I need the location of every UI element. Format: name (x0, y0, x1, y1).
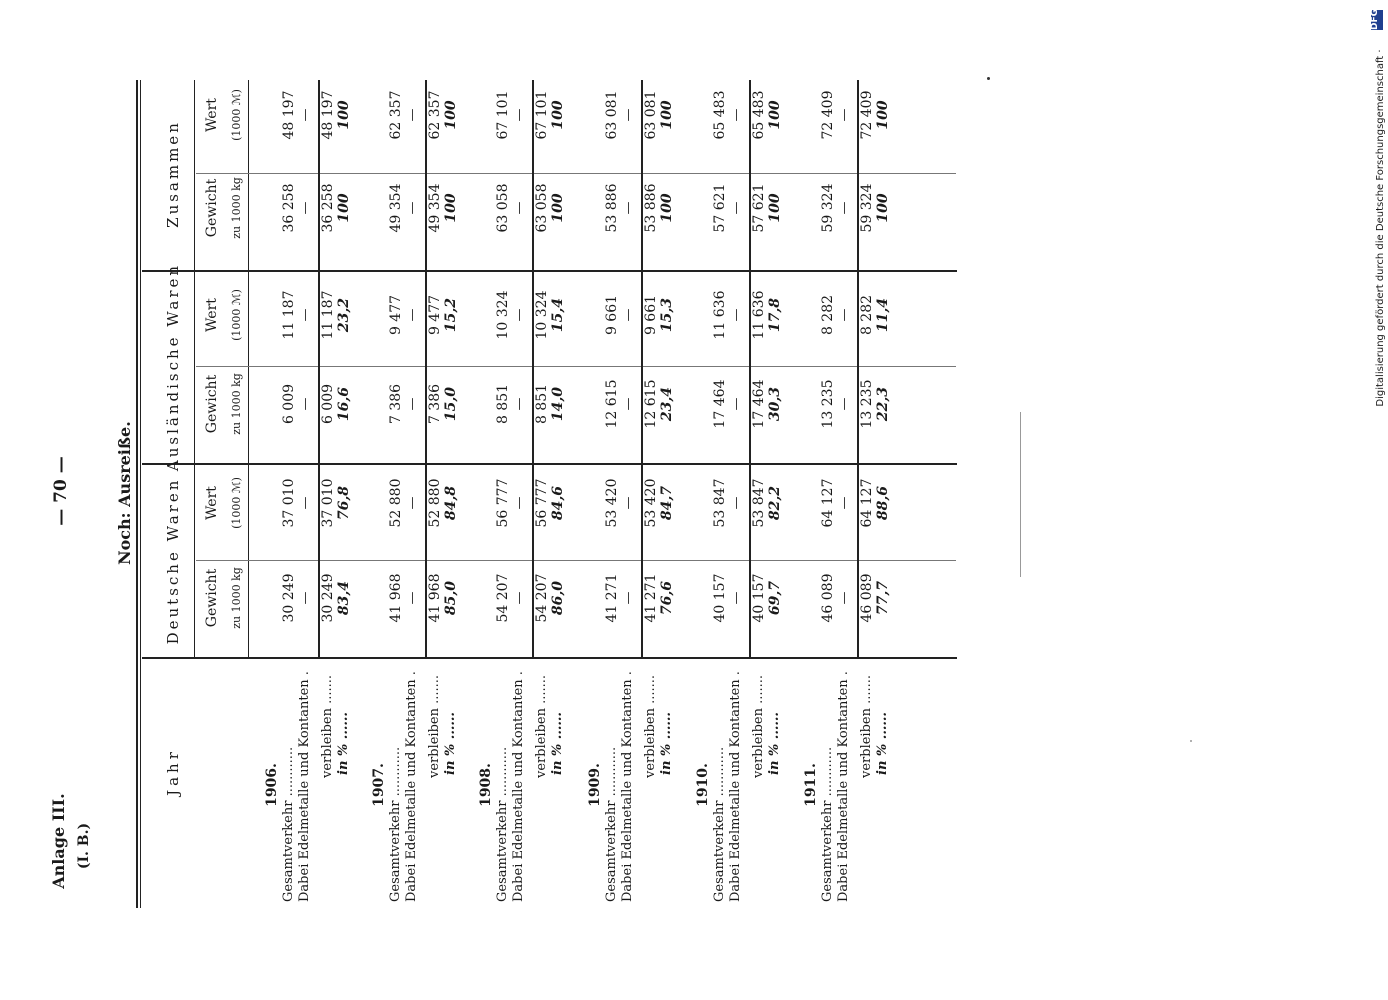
cell-percent: 88,6 (875, 485, 891, 521)
row-divider (425, 80, 427, 658)
cell-percent: 100 (875, 193, 891, 223)
subheader-gewicht-unit: zu 1000 kg (230, 177, 243, 239)
row-label-verbleiben: verbleiben ....... (427, 674, 442, 778)
cell-percent: 76,6 (659, 580, 675, 616)
cell-verbleiben: 13 235 (859, 379, 875, 429)
cell-gesamtverkehr: 72 409 (820, 90, 836, 140)
subcol-line-2 (196, 366, 956, 367)
cell-gesamtverkehr: 11 636 (712, 290, 728, 340)
cell-percent: 100 (550, 193, 566, 223)
cell-verbleiben: 49 354 (427, 183, 443, 233)
cell-gesamtverkehr: 57 621 (712, 183, 728, 233)
cell-percent: 100 (767, 100, 783, 130)
header-auslaendische-waren: Ausländische Waren (164, 262, 182, 472)
cell-gesamtverkehr: 8 282 (820, 294, 836, 336)
cell-verbleiben: 53 420 (643, 478, 659, 528)
cell-percent: 69,7 (767, 580, 783, 616)
subheader-gewicht: Gewicht (204, 178, 220, 238)
row-label-gesamtverkehr: Gesamtverkehr ............ (712, 746, 727, 902)
cell-edelmetalle-dash: — (512, 591, 527, 605)
cell-gesamtverkehr: 9 661 (604, 294, 620, 336)
header-deutsche-waren: Deutsche Waren (164, 477, 182, 645)
cell-percent: 17,8 (767, 297, 783, 333)
row-label-in-percent: in % ...... (443, 712, 458, 775)
cell-edelmetalle-dash: — (405, 108, 420, 122)
subheader-wert: Wert (204, 298, 220, 332)
cell-gesamtverkehr: 53 886 (604, 183, 620, 233)
cell-percent: 15,3 (659, 297, 675, 333)
subcol-line-3 (196, 560, 956, 561)
cell-percent: 30,3 (767, 386, 783, 422)
year-label: 1906. (264, 763, 280, 807)
cell-gesamtverkehr: 63 058 (495, 183, 511, 233)
cell-edelmetalle-dash: — (837, 108, 852, 122)
cell-edelmetalle-dash: — (729, 108, 744, 122)
row-divider (641, 80, 643, 658)
cell-verbleiben: 41 968 (427, 573, 443, 623)
row-label-in-percent: in % ...... (875, 712, 890, 775)
row-label-in-percent: in % ...... (659, 712, 674, 775)
row-label-gesamtverkehr: Gesamtverkehr ............ (281, 746, 296, 902)
cell-verbleiben: 17 464 (751, 379, 767, 429)
cell-verbleiben: 52 880 (427, 478, 443, 528)
cell-edelmetalle-dash: — (837, 397, 852, 411)
cell-verbleiben: 63 058 (534, 183, 550, 233)
cell-verbleiben: 11 187 (320, 290, 336, 340)
cell-edelmetalle-dash: — (512, 108, 527, 122)
cell-percent: 11,4 (875, 297, 891, 333)
cell-percent: 14,0 (550, 386, 566, 422)
cell-gesamtverkehr: 40 157 (712, 573, 728, 623)
cell-edelmetalle-dash: — (298, 397, 313, 411)
cell-edelmetalle-dash: — (405, 308, 420, 322)
cell-gesamtverkehr: 46 089 (820, 573, 836, 623)
cell-gesamtverkehr: 48 197 (281, 90, 297, 140)
cell-percent: 85,0 (443, 580, 459, 616)
year-label: 1909. (587, 763, 603, 807)
table-outer-line (136, 80, 138, 908)
cell-percent: 84,6 (550, 485, 566, 521)
cell-percent: 76,8 (336, 485, 352, 521)
cell-edelmetalle-dash: — (405, 496, 420, 510)
cell-percent: 23,4 (659, 386, 675, 422)
cell-verbleiben: 53 847 (751, 478, 767, 528)
cell-gesamtverkehr: 49 354 (388, 183, 404, 233)
cell-percent: 100 (875, 100, 891, 130)
cell-gesamtverkehr: 36 258 (281, 183, 297, 233)
cell-verbleiben: 11 636 (751, 290, 767, 340)
cell-gesamtverkehr: 54 207 (495, 573, 511, 623)
cell-gesamtverkehr: 7 386 (388, 383, 404, 425)
cell-percent: 77,7 (875, 580, 891, 616)
row-label-in-percent: in % ...... (767, 712, 782, 775)
cell-edelmetalle-dash: — (729, 496, 744, 510)
cell-gesamtverkehr: 65 483 (712, 90, 728, 140)
row-label-edelmetalle: Dabei Edelmetalle und Kontanten . (297, 671, 312, 902)
subheader-gewicht-unit: zu 1000 kg (230, 567, 243, 629)
cell-gesamtverkehr: 53 847 (712, 478, 728, 528)
cell-edelmetalle-dash: — (298, 308, 313, 322)
row-label-gesamtverkehr: Gesamtverkehr ............ (820, 746, 835, 902)
row-label-in-percent: in % ...... (550, 712, 565, 775)
cell-gesamtverkehr: 11 187 (281, 290, 297, 340)
row-label-in-percent: in % ...... (336, 712, 351, 775)
cell-edelmetalle-dash: — (621, 397, 636, 411)
year-label: 1910. (695, 763, 711, 807)
cell-verbleiben: 8 282 (859, 294, 875, 336)
cell-percent: 100 (659, 100, 675, 130)
subcol-line-1 (196, 173, 956, 174)
row-label-gesamtverkehr: Gesamtverkehr ............ (604, 746, 619, 902)
cell-verbleiben: 57 621 (751, 183, 767, 233)
row-label-verbleiben: verbleiben ....... (534, 674, 549, 778)
cell-gesamtverkehr: 8 851 (495, 383, 511, 425)
cell-verbleiben: 36 258 (320, 183, 336, 233)
row-label-verbleiben: verbleiben ....... (859, 674, 874, 778)
cell-verbleiben: 56 777 (534, 478, 550, 528)
cell-verbleiben: 9 661 (643, 294, 659, 336)
cell-edelmetalle-dash: — (298, 108, 313, 122)
cell-percent: 23,2 (336, 297, 352, 333)
cell-percent: 16,6 (336, 386, 352, 422)
cell-percent: 100 (336, 193, 352, 223)
cell-percent: 100 (336, 100, 352, 130)
cell-verbleiben: 6 009 (320, 383, 336, 425)
cell-verbleiben: 9 477 (427, 294, 443, 336)
cell-percent: 84,8 (443, 485, 459, 521)
cell-edelmetalle-dash: — (729, 201, 744, 215)
cell-edelmetalle-dash: — (729, 308, 744, 322)
cell-gesamtverkehr: 10 324 (495, 290, 511, 340)
cell-edelmetalle-dash: — (621, 201, 636, 215)
cell-edelmetalle-dash: — (512, 496, 527, 510)
cell-verbleiben: 40 157 (751, 573, 767, 623)
row-label-edelmetalle: Dabei Edelmetalle und Kontanten . (620, 671, 635, 902)
cell-gesamtverkehr: 64 127 (820, 478, 836, 528)
row-label-verbleiben: verbleiben ....... (643, 674, 658, 778)
cell-verbleiben: 64 127 (859, 478, 875, 528)
year-label: 1907. (371, 763, 387, 807)
cell-gesamtverkehr: 59 324 (820, 183, 836, 233)
row-label-gesamtverkehr: Gesamtverkehr ............ (388, 746, 403, 902)
cell-edelmetalle-dash: — (512, 308, 527, 322)
cell-verbleiben: 10 324 (534, 290, 550, 340)
cell-percent: 15,2 (443, 297, 459, 333)
cell-verbleiben: 54 207 (534, 573, 550, 623)
header-zusammen: Zusammen (164, 120, 182, 228)
cell-percent: 84,7 (659, 485, 675, 521)
group-separator-2 (142, 463, 957, 465)
cell-edelmetalle-dash: — (837, 201, 852, 215)
cell-gesamtverkehr: 6 009 (281, 383, 297, 425)
subheader-wert: Wert (204, 486, 220, 520)
digitization-watermark: Digitalisierung gefördert durch die Deutsche Forschungsgemeinschaft · (1375, 49, 1386, 407)
subheader-gewicht: Gewicht (204, 568, 220, 628)
cell-gesamtverkehr: 41 968 (388, 573, 404, 623)
cell-percent: 82,2 (767, 485, 783, 521)
cell-edelmetalle-dash: — (837, 308, 852, 322)
cell-verbleiben: 7 386 (427, 383, 443, 425)
cell-edelmetalle-dash: — (405, 591, 420, 605)
row-label-edelmetalle: Dabei Edelmetalle und Kontanten . (511, 671, 526, 902)
subheader-wert-unit: (1000 ℳ) (230, 89, 243, 141)
row-divider (318, 80, 320, 658)
cell-edelmetalle-dash: — (298, 591, 313, 605)
table-outer-line-inner (140, 80, 141, 908)
row-label-verbleiben: verbleiben ....... (751, 674, 766, 778)
subheader-wert-unit: (1000 ℳ) (230, 477, 243, 529)
subheader-wert-unit: (1000 ℳ) (230, 289, 243, 341)
cell-edelmetalle-dash: — (621, 591, 636, 605)
row-label-edelmetalle: Dabei Edelmetalle und Kontanten . (728, 671, 743, 902)
row-divider (857, 80, 859, 658)
group-separator-1 (142, 270, 957, 272)
cell-verbleiben: 59 324 (859, 183, 875, 233)
cell-edelmetalle-dash: — (621, 308, 636, 322)
cell-verbleiben: 48 197 (320, 90, 336, 140)
cell-edelmetalle-dash: — (512, 397, 527, 411)
cell-gesamtverkehr: 9 477 (388, 294, 404, 336)
year-label: 1908. (478, 763, 494, 807)
cell-percent: 22,3 (875, 386, 891, 422)
cell-percent: 100 (443, 100, 459, 130)
cell-gesamtverkehr: 17 464 (712, 379, 728, 429)
cell-percent: 15,0 (443, 386, 459, 422)
scan-speck (1190, 740, 1192, 742)
year-label: 1911. (803, 763, 819, 807)
cell-edelmetalle-dash: — (405, 397, 420, 411)
row-label-gesamtverkehr: Gesamtverkehr ............ (495, 746, 510, 902)
cell-gesamtverkehr: 37 010 (281, 478, 297, 528)
cell-verbleiben: 67 101 (534, 90, 550, 140)
row-label-verbleiben: verbleiben ....... (320, 674, 335, 778)
cell-gesamtverkehr: 41 271 (604, 573, 620, 623)
section-subtitle: Noch: Ausreiße. (115, 421, 134, 565)
row-divider (532, 80, 534, 658)
header-jahr: Jahr (164, 748, 182, 796)
cell-percent: 15,4 (550, 297, 566, 333)
cell-edelmetalle-dash: — (837, 591, 852, 605)
anlage-title: Anlage III. (49, 793, 68, 889)
cell-gesamtverkehr: 63 081 (604, 90, 620, 140)
cell-percent: 100 (767, 193, 783, 223)
anlage-subtitle: (I. B.) (76, 822, 92, 870)
cell-percent: 100 (659, 193, 675, 223)
subheader-line (248, 80, 249, 658)
cell-percent: 86,0 (550, 580, 566, 616)
row-label-edelmetalle: Dabei Edelmetalle und Kontanten . (836, 671, 851, 902)
dfg-logo: DFG (1371, 10, 1383, 30)
cell-gesamtverkehr: 56 777 (495, 478, 511, 528)
cell-edelmetalle-dash: — (298, 496, 313, 510)
cell-gesamtverkehr: 53 420 (604, 478, 620, 528)
group-header-line (194, 80, 195, 658)
cell-verbleiben: 12 615 (643, 379, 659, 429)
row-label-edelmetalle: Dabei Edelmetalle und Kontanten . (404, 671, 419, 902)
cell-verbleiben: 37 010 (320, 478, 336, 528)
cell-edelmetalle-dash: — (621, 496, 636, 510)
subheader-wert: Wert (204, 98, 220, 132)
row-divider (749, 80, 751, 658)
cell-verbleiben: 53 886 (643, 183, 659, 233)
cell-verbleiben: 41 271 (643, 573, 659, 623)
cell-gesamtverkehr: 62 357 (388, 90, 404, 140)
subheader-gewicht: Gewicht (204, 374, 220, 434)
cell-percent: 100 (443, 193, 459, 223)
cell-gesamtverkehr: 67 101 (495, 90, 511, 140)
cell-verbleiben: 30 249 (320, 573, 336, 623)
cell-gesamtverkehr: 30 249 (281, 573, 297, 623)
scan-speck (987, 77, 990, 80)
scan-artifact-line (1020, 412, 1021, 577)
subheader-gewicht-unit: zu 1000 kg (230, 373, 243, 435)
cell-edelmetalle-dash: — (405, 201, 420, 215)
cell-percent: 100 (550, 100, 566, 130)
cell-gesamtverkehr: 12 615 (604, 379, 620, 429)
cell-edelmetalle-dash: — (729, 397, 744, 411)
cell-percent: 83,4 (336, 580, 352, 616)
cell-gesamtverkehr: 13 235 (820, 379, 836, 429)
page-number: — 70 — (51, 456, 71, 526)
cell-edelmetalle-dash: — (837, 496, 852, 510)
cell-edelmetalle-dash: — (729, 591, 744, 605)
cell-verbleiben: 63 081 (643, 90, 659, 140)
cell-edelmetalle-dash: — (621, 108, 636, 122)
cell-verbleiben: 46 089 (859, 573, 875, 623)
cell-verbleiben: 8 851 (534, 383, 550, 425)
cell-verbleiben: 62 357 (427, 90, 443, 140)
cell-verbleiben: 72 409 (859, 90, 875, 140)
cell-verbleiben: 65 483 (751, 90, 767, 140)
cell-edelmetalle-dash: — (512, 201, 527, 215)
cell-gesamtverkehr: 52 880 (388, 478, 404, 528)
cell-edelmetalle-dash: — (298, 201, 313, 215)
